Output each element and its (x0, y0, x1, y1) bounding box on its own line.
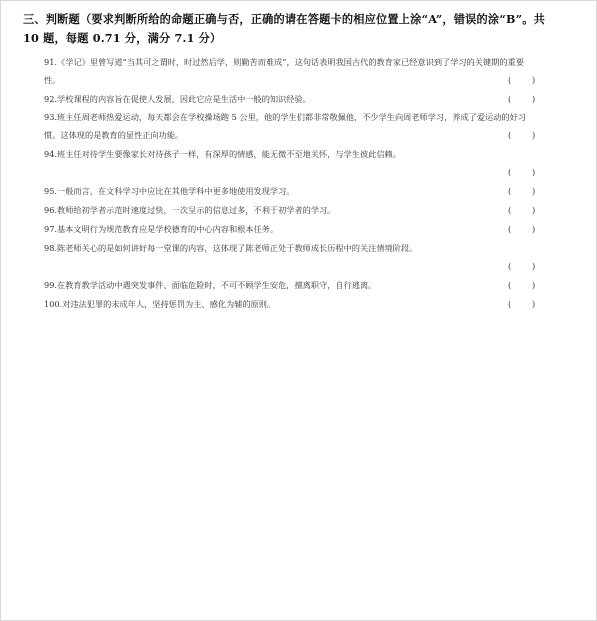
answer-paren: ( ) (508, 224, 536, 234)
question-text: 98.陈老师关心的是如何讲好每一堂课的内容，这体现了陈老师正处于教师成长历程中的关注情境阶段。 (44, 243, 418, 253)
question-text: 94.班主任对待学生要像家长对待孩子一样，有深厚的情感，能无微不至地关怀，与学生彼此信赖。 (44, 149, 401, 159)
question-item (23, 221, 538, 239)
question-item (23, 183, 538, 201)
section-title: 三、判断题（要求判断所给的命题正确与否，正确的请在答题卡的相应位置上涂“A”，错误的涂“B”。共 10 题，每题 0.71 分，满分 7.1 分） (23, 12, 546, 45)
question-item (23, 146, 538, 164)
question-text: 95.一般而言，在文科学习中应比在其他学科中更多地使用发现学习。 (44, 186, 295, 196)
question-item (23, 202, 538, 220)
question-item (23, 277, 538, 295)
answer-paren: ( ) (508, 205, 536, 215)
question-text: 97.基本文明行为规范教育应是学校德育的中心内容和根本任务。 (44, 224, 279, 234)
question-text: 100.对违法犯罪的未成年人，坚持惩罚为主、感化为辅的原则。 (44, 299, 276, 309)
question-item (23, 109, 538, 144)
question-text: 99.在教育教学活动中遇突发事件、面临危险时，不可不顾学生安危，擅离职守，自行逃离。 (44, 280, 377, 290)
question-text: 93.班主任周老师热爱运动，每天都会在学校操场跑 5 公里，他的学生们都非常敬佩他，不少学生向周老师学习，养成了爱运动的好习惯。这体现的是教育的显性正向功能。 (44, 112, 526, 140)
answer-paren: ( ) (508, 261, 536, 271)
question-item (23, 91, 538, 109)
question-text: 91.《学记》里曾写道“当其可之谓时，时过然后学，则勤苦而难成”，这句话表明我国古代的教育家已经意识到了学习的关键期的重要性。 (44, 57, 524, 85)
answer-paren: ( ) (508, 94, 536, 104)
answer-paren: ( ) (508, 167, 536, 177)
answer-paren: ( ) (508, 280, 536, 290)
question-item (23, 296, 538, 314)
answer-paren: ( ) (508, 299, 536, 309)
question-text: 92.学校课程的内容旨在促使人发展，因此它应是生活中一般的知识经验。 (44, 94, 311, 104)
question-item (23, 54, 538, 89)
answer-paren: ( ) (508, 186, 536, 196)
answer-paren: ( ) (508, 130, 536, 140)
question-text: 96.教师给初学者示范时速度过快，一次呈示的信息过多，不利于初学者的学习。 (44, 205, 336, 215)
answer-paren: ( ) (508, 75, 536, 85)
question-item (23, 240, 538, 258)
